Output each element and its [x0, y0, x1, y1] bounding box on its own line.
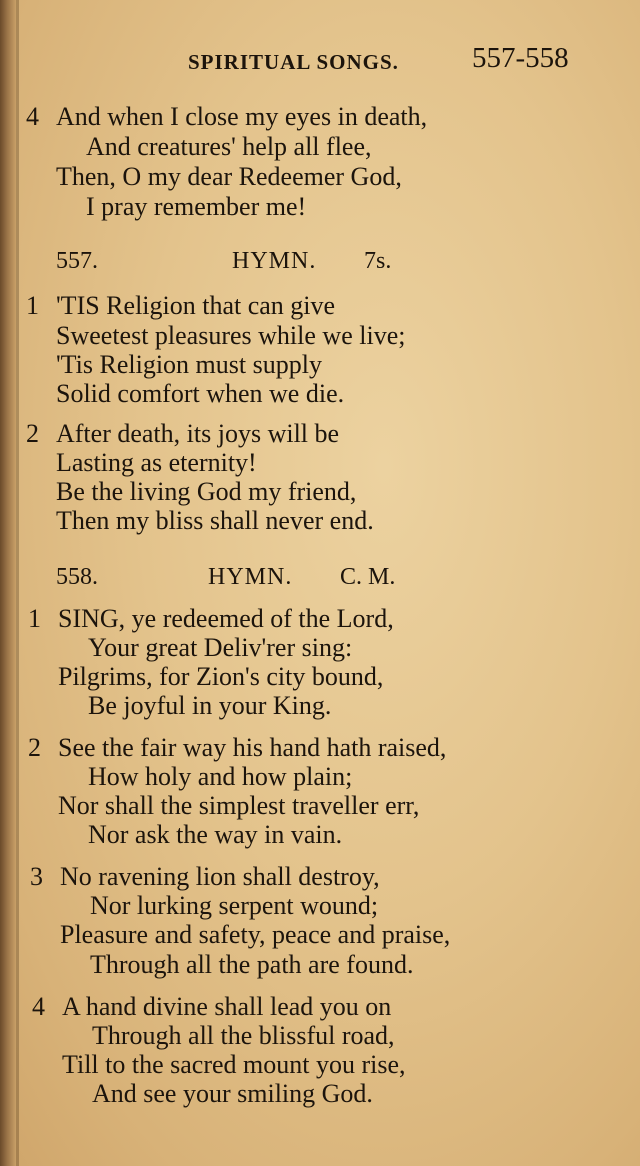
verse-line: Lasting as eternity! — [56, 448, 257, 477]
stanza-number: 3 — [30, 862, 43, 891]
hymn-meter: C. M. — [340, 564, 396, 590]
verse-line: SING, ye redeemed of the Lord, — [58, 604, 394, 633]
verse-line: Solid comfort when we die. — [56, 379, 345, 408]
page-header — [0, 40, 640, 80]
verse-line: No ravening lion shall destroy, — [60, 862, 380, 891]
verse-line: Nor lurking serpent wound; — [90, 891, 379, 920]
hymn-title: HYMN. — [232, 248, 317, 274]
hymn-title: HYMN. — [208, 564, 293, 590]
verse-line: 'Tis Religion must supply — [56, 350, 322, 379]
stanza-number: 4 — [26, 102, 39, 131]
book-spine-shadow — [0, 0, 16, 1166]
verse-line: Through all the blissful road, — [92, 1021, 395, 1050]
verse-line: A hand divine shall lead you on — [62, 992, 392, 1021]
stanza-number: 2 — [28, 733, 41, 762]
stanza-number: 2 — [26, 419, 39, 448]
page-gutter — [16, 0, 19, 1166]
hymn-number: 558. — [56, 564, 98, 590]
verse-line: How holy and how plain; — [88, 762, 353, 791]
verse-line: Nor ask the way in vain. — [88, 820, 343, 849]
hymn-meter: 7s. — [364, 248, 392, 274]
stanza-number: 4 — [32, 992, 45, 1021]
verse-line: I pray remember me! — [86, 192, 307, 221]
stanza-number: 1 — [26, 291, 39, 320]
verse-line: Then, O my dear Redeemer God, — [56, 162, 402, 191]
verse-line: Pleasure and safety, peace and praise, — [60, 920, 451, 949]
verse-line: Your great Deliv'rer sing: — [88, 633, 353, 662]
verse-line: Till to the sacred mount you rise, — [62, 1050, 406, 1079]
verse-line: And creatures' help all flee, — [86, 132, 372, 161]
verse-line: Nor shall the simplest traveller err, — [58, 791, 420, 820]
verse-line: Pilgrims, for Zion's city bound, — [58, 662, 384, 691]
page-numbers: 557-558 — [472, 42, 569, 74]
verse-line: And see your smiling God. — [92, 1079, 373, 1108]
verse-line: 'TIS Religion that can give — [56, 291, 336, 320]
verse-line: See the fair way his hand hath raised, — [58, 733, 447, 762]
verse-line: And when I close my eyes in death, — [56, 102, 428, 131]
verse-line: After death, its joys will be — [56, 419, 340, 448]
running-title: SPIRITUAL SONGS. — [188, 50, 399, 74]
verse-line: Be joyful in your King. — [88, 691, 332, 720]
verse-line: Through all the path are found. — [90, 950, 414, 979]
verse-line: Then my bliss shall never end. — [56, 506, 374, 535]
verse-line: Sweetest pleasures while we live; — [56, 321, 406, 350]
stanza-number: 1 — [28, 604, 41, 633]
hymn-number: 557. — [56, 248, 98, 274]
verse-line: Be the living God my friend, — [56, 477, 357, 506]
